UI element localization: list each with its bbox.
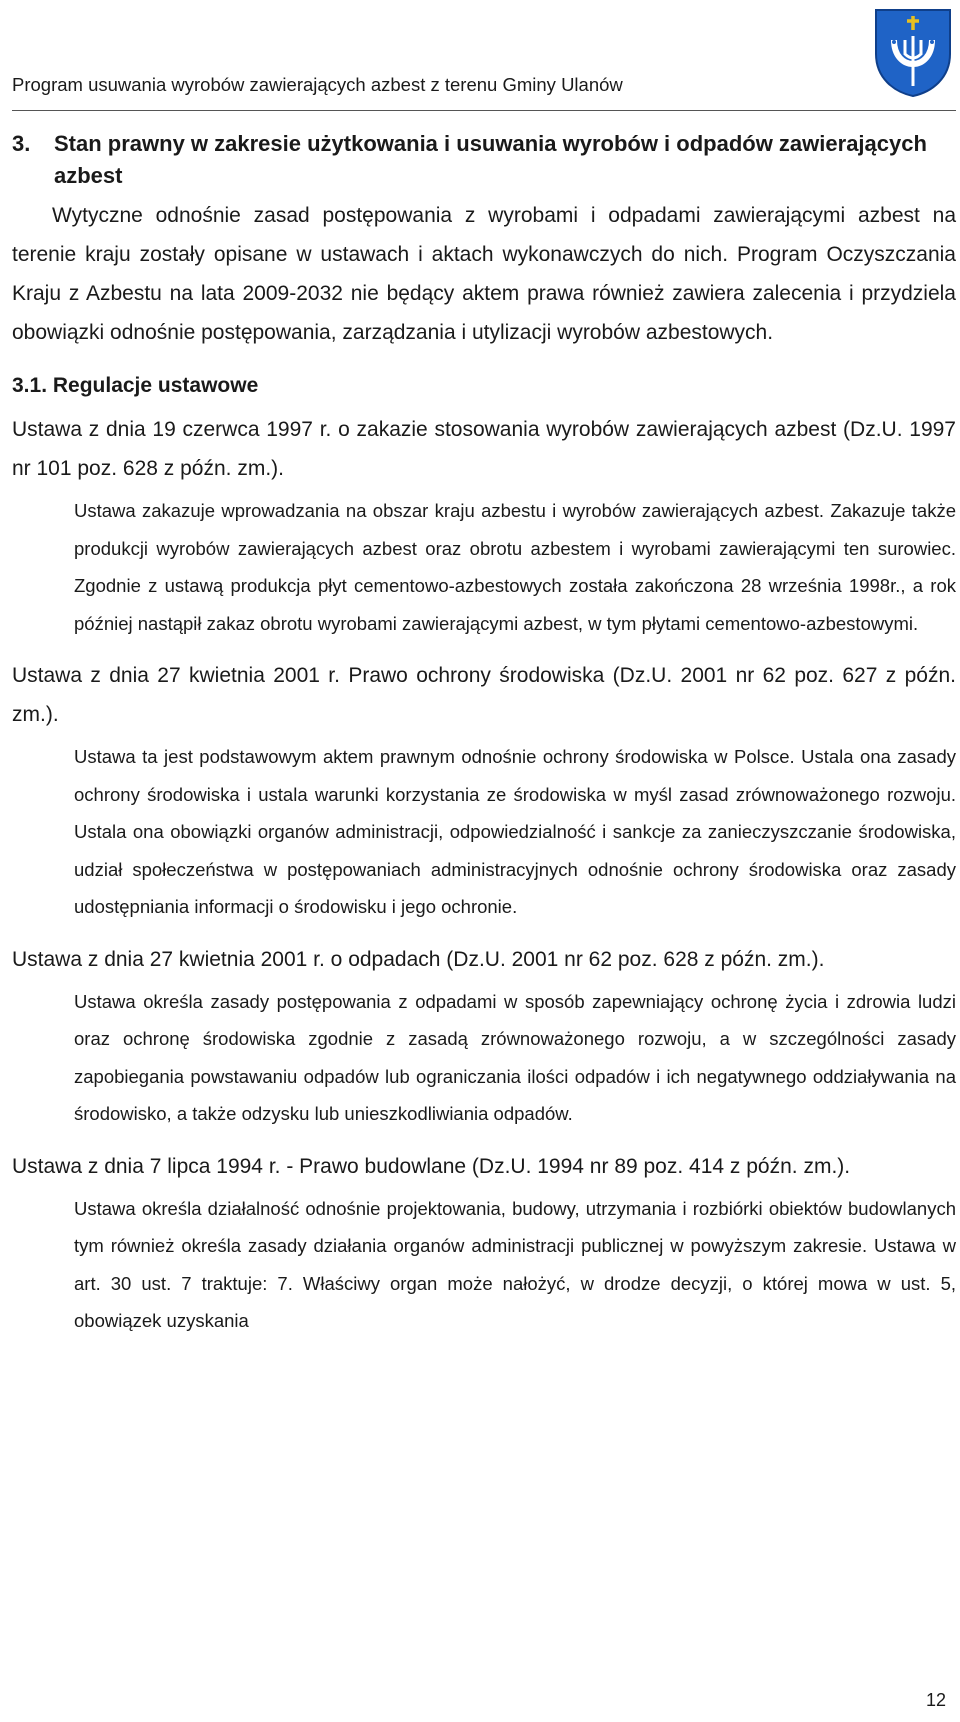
law-entry bbox=[12, 1147, 956, 1340]
law-title: Ustawa z dnia 7 lipca 1994 r. - Prawo budowlane (Dz.U. 1994 nr 89 poz. 414 z późn. zm.). bbox=[12, 1154, 851, 1178]
page-header bbox=[12, 0, 956, 111]
section-number: 3. bbox=[12, 131, 31, 156]
intro-text: Wytyczne odnośnie zasad postępowania z wyrobami i odpadami zawierającymi azbest na terenie kraju zostały opisane w ustawach i aktach wykonawczych do nich. Program Oczyszczania Kraju z Azbestu na lata 2009-2032 nie będący aktem prawa również zawiera zalecenia i przydziela obowiązki odnośnie postępowania, zarządzania i utylizacji wyrobów azbestowych. bbox=[12, 204, 956, 344]
section-heading bbox=[12, 128, 956, 192]
section-title: Stan prawny w zakresie użytkowania i usuwania wyrobów i odpadów zawierających azbest bbox=[54, 131, 927, 188]
page-number: 12 bbox=[925, 1690, 946, 1710]
law-description: Ustawa zakazuje wprowadzania na obszar kraju azbestu i wyrobów zawierających azbest. Zakazuje także produkcji wyrobów zawierających azbest oraz obrotu azbestem i wyrobami zawierającymi ten surowiec. Zgodnie z ustawą produkcja płyt cementowo-azbestowych została zakończona 28 września 1998r., a rok później nastąpił zakaz obrotu wyrobami zawierającymi azbest, w tym płytami cementowo-azbestowymi. bbox=[74, 500, 956, 634]
law-description: Ustawa określa działalność odnośnie projektowania, budowy, utrzymania i rozbiórki obiektów budowlanych tym również określa zasady działania organów administracji publicznej w powyższym zakresie. Ustawa w art. 30 ust. 7 traktuje: 7. Właściwy organ może nałożyć, w drodze decyzji, o której mowa w ust. 5, obowiązek uzyskania bbox=[74, 1197, 956, 1331]
law-entry bbox=[12, 656, 956, 926]
law-entry bbox=[12, 940, 956, 1133]
law-description: Ustawa ta jest podstawowym aktem prawnym odnośnie ochrony środowiska w Polsce. Ustala ona zasady ochrony środowiska i ustala warunki korzystania ze środowiska w myśl zasad zrównoważonego rozwoju. Ustala ona obowiązki organów administracji, odpowiedzialność i sankcje za zanieczyszczanie środowiska, udział społeczeństwa w postępowaniach administracyjnych odnośnie ochrony środowiska oraz zasady udostępniania informacji o środowisku i jego ochronie. bbox=[74, 746, 956, 917]
document-title: Program usuwania wyrobów zawierających azbest z terenu Gminy Ulanów bbox=[12, 74, 623, 95]
subsection-heading: 3.1. Regulacje ustawowe bbox=[12, 374, 259, 397]
coat-of-arms-icon bbox=[872, 6, 954, 98]
intro-paragraph bbox=[12, 196, 956, 352]
law-title: Ustawa z dnia 27 kwietnia 2001 r. Prawo ochrony środowiska (Dz.U. 2001 nr 62 poz. 627 z późn. zm.). bbox=[12, 664, 956, 726]
law-description: Ustawa określa zasady postępowania z odpadami w sposób zapewniający ochronę życia i zdrowia ludzi oraz ochronę środowiska zgodnie z zasadą zrównoważonego rozwoju, a w szczególności zasady zapobiegania powstawaniu odpadów lub ograniczania ilości odpadów i ich negatywnego oddziaływania na środowisko, a także odzysku lub unieszkodliwiania odpadów. bbox=[74, 990, 956, 1124]
law-title: Ustawa z dnia 19 czerwca 1997 r. o zakazie stosowania wyrobów zawierających azbest (Dz.U. 1997 nr 101 poz. 628 z późn. zm.). bbox=[12, 418, 956, 480]
law-title: Ustawa z dnia 27 kwietnia 2001 r. o odpadach (Dz.U. 2001 nr 62 poz. 628 z późn. zm.). bbox=[12, 947, 825, 971]
law-entry bbox=[12, 410, 956, 642]
document-body bbox=[12, 128, 956, 1340]
